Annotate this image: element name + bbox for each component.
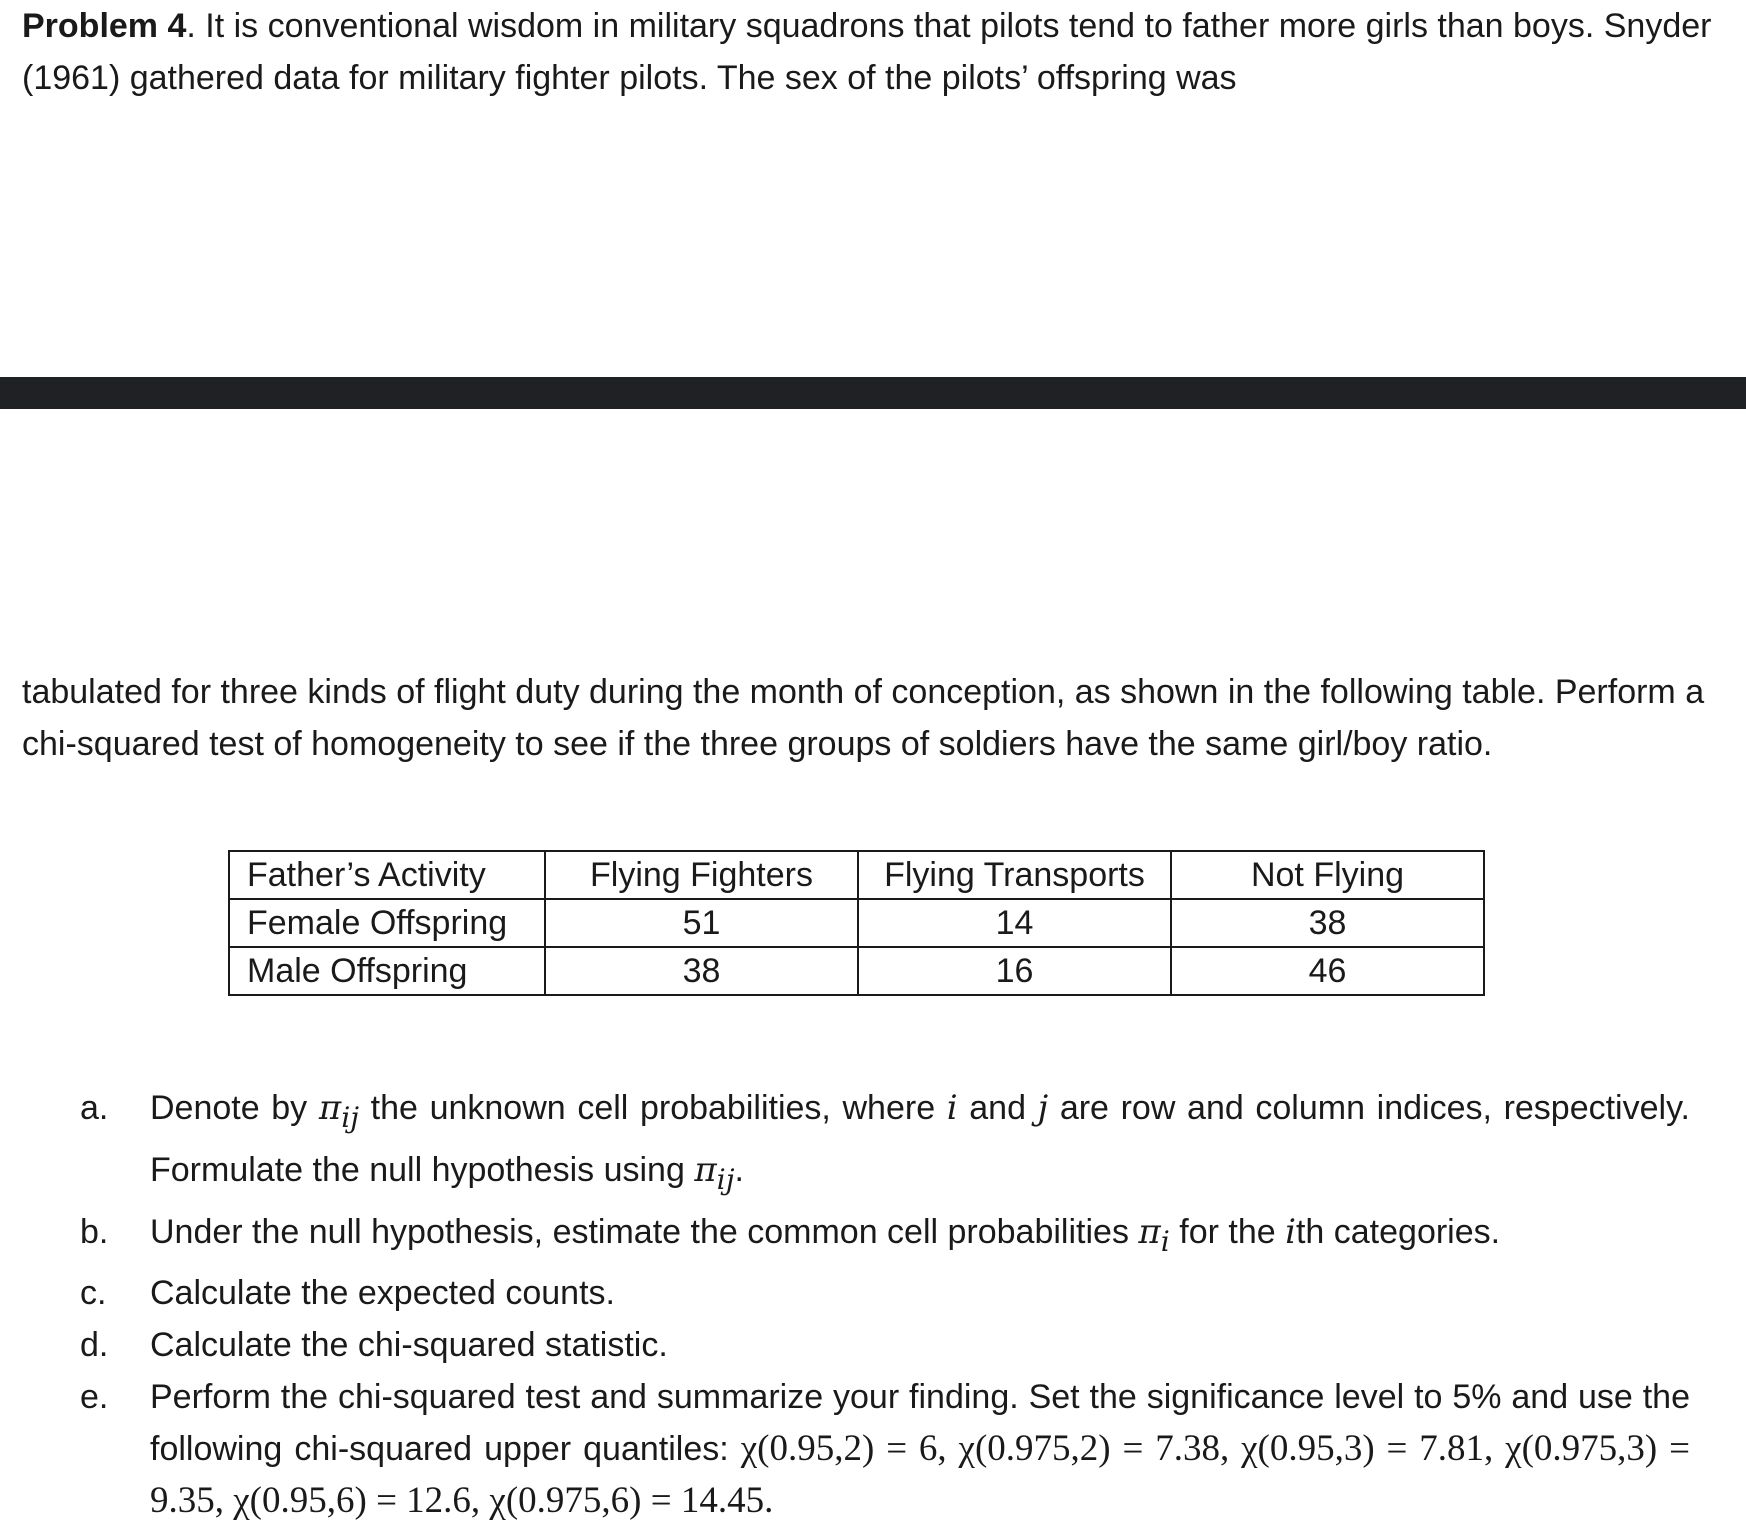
table-header-cell: Flying Fighters bbox=[545, 851, 858, 899]
table-row bbox=[229, 899, 1484, 947]
question-text: Calculate the expected counts. bbox=[150, 1274, 615, 1313]
question-label: b. bbox=[80, 1212, 109, 1251]
question-list bbox=[80, 1082, 1690, 1527]
question-c bbox=[80, 1267, 1690, 1319]
question-text: Under the null hypothesis, estimate the common cell probabilities $\pi_i$ for the ith categories. bbox=[150, 1211, 1501, 1258]
question-a bbox=[80, 1082, 1690, 1206]
chi-squared-quantiles: χ(0.95,2) = 6, χ(0.975,2) = 7.38, χ(0.95,3) = 7.81, χ(0.975,3) = 9.35, χ(0.95,6) = 12.6, χ(0.975,6) = 14.45. bbox=[150, 1428, 1690, 1522]
table-header-cell: Father’s Activity bbox=[229, 851, 545, 899]
question-text: Calculate the chi-squared statistic. bbox=[150, 1326, 668, 1365]
problem-intro-text: . It is conventional wisdom in military squadrons that pilots tend to father more girls than boys. Snyder (1961) gathered data for military fighter pilots. The sex of the pilots’ offspring was bbox=[22, 7, 1712, 97]
table-cell: 16 bbox=[858, 947, 1171, 995]
page-divider bbox=[0, 377, 1746, 409]
question-text: Perform the chi-squared test and summarize your finding. Set the significance level to 5% and use the following chi-squared upper quantiles: χ(0.95,2) = 6, χ(0.975,2) = 7.38, χ(0.95,3) = 7.81, χ(0.975,3) = 9.35, χ(0.95,6) = 12.6, χ(0.975,6) = 14.45. bbox=[150, 1378, 1690, 1522]
table-cell: 46 bbox=[1171, 947, 1484, 995]
table-cell: 14 bbox=[858, 899, 1171, 947]
problem-continuation: tabulated for three kinds of flight duty during the month of conception, as shown in the following table. Perform a chi-squared test of homogeneity to see if the three groups of soldiers have the same girl/boy ratio. bbox=[22, 673, 1705, 763]
table-header-cell: Flying Transports bbox=[858, 851, 1171, 899]
question-label: c. bbox=[80, 1274, 107, 1313]
question-text: Denote by $\pi_{ij}$ the unknown cell probabilities, where i and j are row and column indices, respectively. Formulate the null hypothesis using $\pi_{ij}$. bbox=[150, 1088, 1690, 1196]
table-cell: 38 bbox=[1171, 899, 1484, 947]
table-header-cell: Not Flying bbox=[1171, 851, 1484, 899]
table-row bbox=[229, 947, 1484, 995]
question-d bbox=[80, 1319, 1690, 1371]
question-label: e. bbox=[80, 1378, 109, 1417]
problem-label: Problem 4 bbox=[22, 7, 187, 45]
table-cell: Male Offspring bbox=[229, 947, 545, 995]
question-b bbox=[80, 1206, 1690, 1268]
table-cell: 51 bbox=[545, 899, 858, 947]
question-label: a. bbox=[80, 1089, 109, 1127]
table-header-row bbox=[229, 851, 1484, 899]
question-e bbox=[80, 1371, 1690, 1527]
table-cell: Female Offspring bbox=[229, 899, 545, 947]
offspring-table bbox=[228, 850, 1485, 996]
table-cell: 38 bbox=[545, 947, 858, 995]
problem-intro bbox=[22, 0, 1722, 104]
question-label: d. bbox=[80, 1326, 109, 1365]
